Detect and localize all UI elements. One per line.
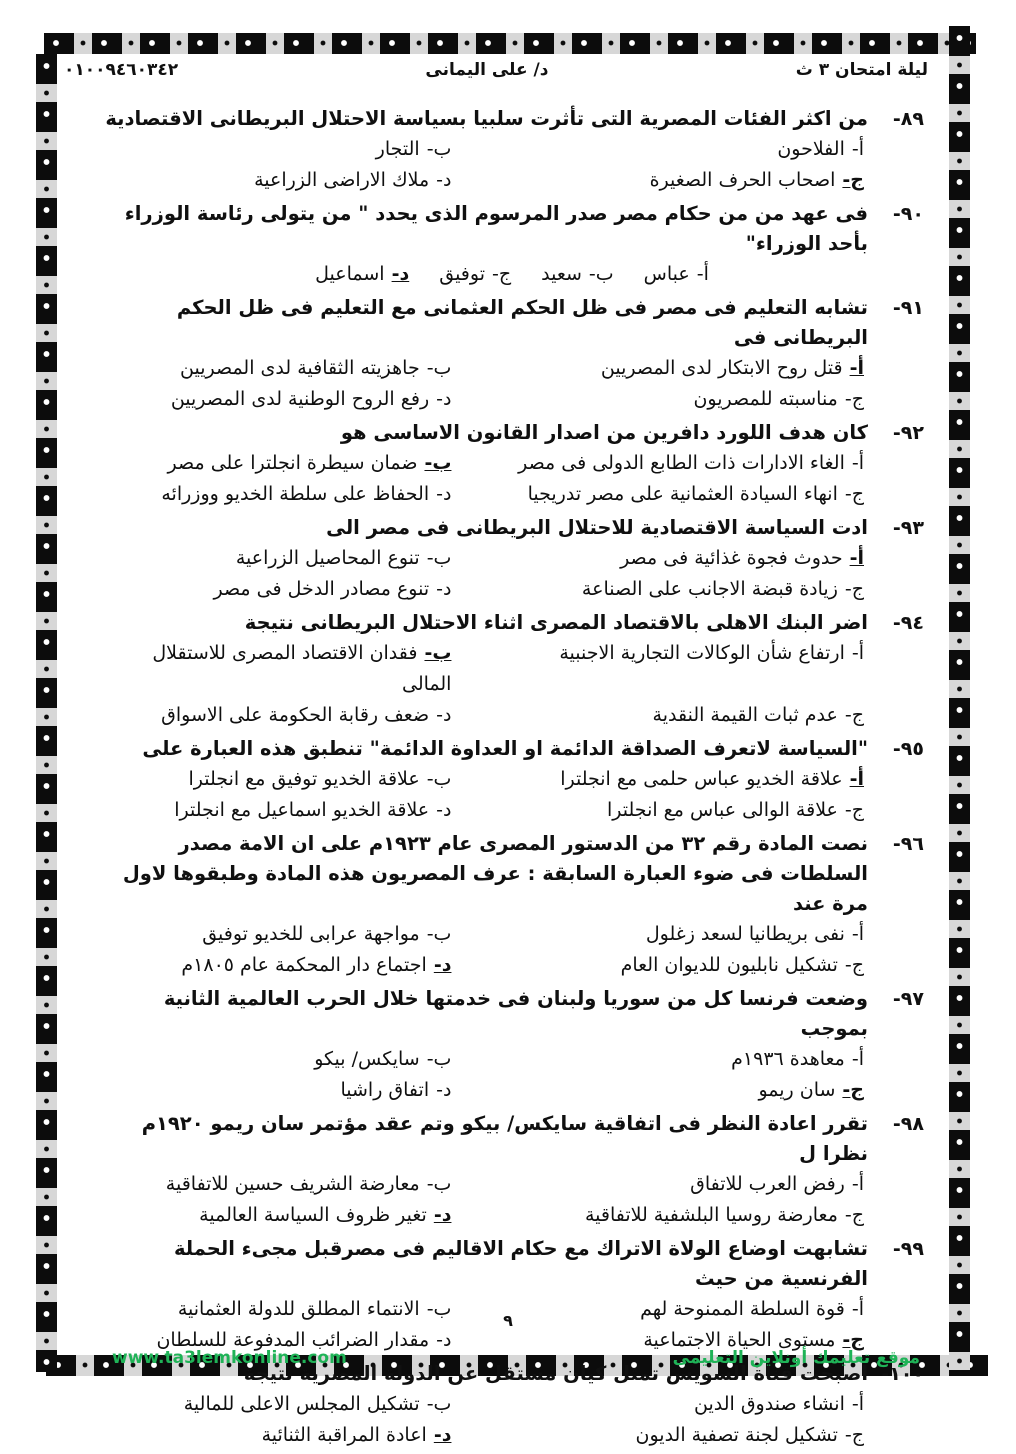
question-text: من اكثر الفئات المصرية التى تأثرت سلبيا بسياسة الاحتلال البريطانى الاقتصادية — [105, 107, 868, 130]
question-head — [100, 734, 924, 764]
question-number: ٩٠- — [892, 203, 924, 225]
option-text: ضعف رقابة الحكومة على الاسواق — [161, 704, 430, 726]
option-text: انهاء السيادة العثمانية على مصر تدريجيا — [527, 483, 838, 505]
option-item — [451, 384, 864, 415]
option-letter: ج- — [844, 799, 864, 821]
question-number: ٩٦- — [892, 833, 924, 855]
option-letter: ج- — [844, 1204, 864, 1226]
option-text: الفلاحون — [777, 138, 845, 160]
option-item — [451, 1169, 864, 1200]
option-item — [100, 574, 451, 605]
option-letter: ج- — [491, 263, 512, 285]
option-text: الغاء الادارات ذات الطابع الدولى فى مصر — [518, 452, 845, 474]
question-item — [100, 1234, 924, 1356]
option-letter: ب- — [426, 138, 452, 160]
option-letter-answer: ب- — [424, 642, 452, 664]
option-text: اسماعيل — [315, 263, 385, 285]
option-text: علاقة الخديو توفيق مع انجلترا — [188, 768, 420, 790]
option-letter: أ- — [851, 1298, 864, 1320]
question-item — [100, 418, 924, 510]
option-item — [451, 448, 864, 479]
option-letter: أ- — [851, 1393, 864, 1415]
option-letter: أ- — [851, 923, 864, 945]
question-head — [100, 1234, 924, 1294]
options-group — [100, 919, 924, 981]
option-letter: د- — [436, 799, 452, 821]
option-item — [100, 1044, 451, 1075]
option-text: مستوى الحياة الاجتماعية — [643, 1329, 836, 1351]
question-item — [100, 829, 924, 981]
option-letter: ب- — [426, 357, 452, 379]
option-letter-answer: د- — [391, 263, 410, 285]
option-text: سايكس/ بيكو — [314, 1048, 420, 1070]
option-item — [100, 950, 451, 981]
option-text: اعادة المراقبة الثنائية — [261, 1424, 427, 1446]
option-letter: د- — [436, 578, 452, 600]
option-text: تشكيل لجنة تصفية الديون — [635, 1424, 838, 1446]
options-group — [100, 1169, 924, 1231]
question-head — [100, 199, 924, 259]
option-item — [100, 638, 451, 700]
question-text: كان هدف اللورد دافرين من اصدار القانون الاساسى هو — [340, 421, 868, 444]
option-letter: د- — [436, 1079, 452, 1101]
option-letter: أ- — [851, 1173, 864, 1195]
option-text: تغير ظروف السياسة العالمية — [199, 1204, 427, 1226]
question-text: اضر البنك الاهلى بالاقتصاد المصرى اثناء الاحتلال البريطانى نتيجة — [244, 611, 868, 634]
question-text: ادت السياسة الاقتصادية للاحتلال البريطانى فى مصر الى — [326, 516, 868, 539]
options-group — [100, 353, 924, 415]
option-letter: ب- — [426, 547, 452, 569]
option-text: زيادة قبضة الاجانب على الصناعة — [581, 578, 838, 600]
option-text: معارضة روسيا البلشفية للاتفاقية — [584, 1204, 838, 1226]
frame-top-border — [44, 33, 976, 54]
option-text: عدم ثبات القيمة النقدية — [652, 704, 838, 726]
option-letter: أ- — [851, 138, 864, 160]
options-group — [100, 764, 924, 826]
option-letter: ج- — [844, 1424, 864, 1446]
option-letter: د- — [436, 1329, 452, 1351]
question-head — [100, 293, 924, 353]
question-number: ٩١- — [892, 297, 924, 319]
option-letter: أ- — [851, 642, 864, 664]
option-item — [451, 1420, 864, 1451]
option-text: قوة السلطة الممنوحة لهم — [640, 1298, 845, 1320]
option-text: الحفاظ على سلطة الخديو ووزرائه — [161, 483, 430, 505]
option-letter-answer: ج- — [842, 1329, 864, 1351]
option-letter: ج- — [844, 388, 864, 410]
option-item — [451, 479, 864, 510]
option-letter-answer: د- — [433, 1204, 452, 1226]
option-text: تشكيل المجلس الاعلى للمالية — [183, 1393, 420, 1415]
question-number: ٩٤- — [892, 612, 924, 634]
option-item — [451, 1389, 864, 1420]
option-item — [451, 165, 864, 196]
option-letter-answer: د- — [433, 1424, 452, 1446]
option-letter-answer: أ- — [849, 547, 864, 569]
option-letter: د- — [436, 704, 452, 726]
option-text: اجتماع دار المحكمة عام ١٨٠٥م — [181, 954, 427, 976]
options-group — [100, 448, 924, 510]
option-item — [100, 1169, 451, 1200]
option-item — [541, 259, 614, 290]
question-head — [100, 513, 924, 543]
option-item — [451, 353, 864, 384]
option-item — [100, 353, 451, 384]
option-item — [451, 1044, 864, 1075]
option-letter: ج- — [844, 954, 864, 976]
option-letter: ج- — [844, 578, 864, 600]
question-number: ١٠٠- — [881, 1363, 924, 1385]
question-text: وضعت فرنسا كل من سوريا ولبنان فى خدمتها خلال الحرب العالمية الثانية بموجب — [163, 987, 868, 1040]
option-text: ضمان سيطرة انجلترا على مصر — [167, 452, 418, 474]
option-letter: أ- — [851, 452, 864, 474]
question-item — [100, 984, 924, 1106]
option-text: الانتماء المطلق للدولة العثمانية — [177, 1298, 420, 1320]
option-letter: ب- — [426, 768, 452, 790]
question-head — [100, 418, 924, 448]
option-letter: د- — [436, 483, 452, 505]
question-head — [100, 104, 924, 134]
option-item — [451, 134, 864, 165]
question-item — [100, 104, 924, 196]
option-text: قتل روح الابتكار لدى المصريين — [600, 357, 843, 379]
question-head — [100, 608, 924, 638]
option-text: تشكيل نابليون للديوان العام — [620, 954, 838, 976]
option-item — [451, 919, 864, 950]
option-text: انشاء صندوق الدين — [693, 1393, 845, 1415]
question-text: تقرر اعادة النظر فى اتفاقية سايكس/ بيكو وتم عقد مؤتمر سان ريمو ١٩٢٠م نظرا ل — [141, 1112, 868, 1165]
option-text: اصحاب الحرف الصغيرة — [649, 169, 836, 191]
frame-left-border — [36, 54, 57, 1372]
option-item — [451, 638, 864, 700]
option-text: معارضة الشريف حسين للاتفاقية — [165, 1173, 420, 1195]
option-text: فقدان الاقتصاد المصرى للاستقلال المالى — [152, 642, 452, 695]
page-header — [64, 60, 928, 80]
option-text: التجار — [375, 138, 420, 160]
options-group — [100, 543, 924, 605]
option-text: مواجهة عرابى للخديو توفيق — [202, 923, 420, 945]
option-text: مقدار الضرائب المدفوعة للسلطان — [156, 1329, 430, 1351]
option-item — [315, 259, 409, 290]
option-letter-answer: ج- — [842, 169, 864, 191]
option-item — [100, 1200, 451, 1231]
option-text: ارتفاع شأن الوكالات التجارية الاجنبية — [559, 642, 845, 664]
question-item — [100, 734, 924, 826]
option-text: جاهزيته الثقافية لدى المصريين — [180, 357, 420, 379]
footer-site-name: موقع تعليمك أونلاين التعليمى — [672, 1348, 920, 1368]
option-item — [451, 764, 864, 795]
frame-right-border — [949, 26, 970, 1376]
header-exam-title: ليلة امتحان ٣ ث — [795, 60, 928, 80]
option-item — [100, 1420, 451, 1451]
option-text: علاقة الخديو عباس حلمى مع انجلترا — [560, 768, 843, 790]
option-letter: د- — [436, 169, 452, 191]
option-item — [451, 1200, 864, 1231]
header-author: د/ على اليمانى — [425, 60, 549, 80]
option-letter: ب- — [426, 923, 452, 945]
option-text: رفع الروح الوطنية لدى المصريين — [170, 388, 430, 410]
page-footer — [112, 1348, 920, 1368]
option-letter: ب- — [426, 1298, 452, 1320]
options-group — [100, 638, 924, 731]
option-item — [100, 764, 451, 795]
option-letter: د- — [436, 388, 452, 410]
option-letter: ج- — [844, 704, 864, 726]
option-item — [100, 543, 451, 574]
option-letter: أ- — [696, 263, 709, 285]
option-text: اتفاق راشيا — [340, 1079, 430, 1101]
question-number: ٩٢- — [892, 422, 924, 444]
option-text: سان ريمو — [758, 1079, 836, 1101]
option-letter: ب- — [426, 1173, 452, 1195]
option-text: علاقة الخديو اسماعيل مع انجلترا — [174, 799, 430, 821]
option-item — [451, 950, 864, 981]
option-item — [439, 259, 511, 290]
option-text: توفيق — [439, 263, 485, 285]
question-number: ٩٧- — [892, 988, 924, 1010]
questions-list — [100, 104, 924, 1454]
options-group — [100, 1389, 924, 1451]
question-item — [100, 1109, 924, 1231]
option-text: ملاك الاراضى الزراعية — [254, 169, 430, 191]
option-text: حدوث فجوة غذائية فى مصر — [620, 547, 843, 569]
footer-site-url: www.ta3lemkonline.com — [112, 1348, 347, 1368]
question-number: ٩٩- — [892, 1238, 924, 1260]
question-head — [100, 984, 924, 1044]
option-text: رفض العرب للاتفاق — [690, 1173, 845, 1195]
option-letter: ب- — [426, 1393, 452, 1415]
option-letter: ج- — [844, 483, 864, 505]
option-item — [100, 384, 451, 415]
option-letter-answer: أ- — [849, 768, 864, 790]
page-number: ٩ — [503, 1311, 513, 1330]
option-item — [100, 1075, 451, 1106]
option-item — [100, 919, 451, 950]
option-item — [100, 165, 451, 196]
options-group — [100, 134, 924, 196]
question-number: ٨٩- — [892, 108, 924, 130]
question-item — [100, 199, 924, 290]
question-text: تشابه التعليم فى مصر فى ظل الحكم العثمانى مع التعليم فى ظل الحكم البريطانى فى — [176, 296, 868, 349]
question-item — [100, 1359, 924, 1451]
question-head — [100, 1109, 924, 1169]
option-letter: ب- — [588, 263, 614, 285]
question-item — [100, 513, 924, 605]
option-item — [100, 479, 451, 510]
option-item — [451, 1075, 864, 1106]
option-item — [100, 795, 451, 826]
option-letter-answer: د- — [433, 954, 452, 976]
options-group — [100, 259, 924, 290]
option-item — [644, 259, 709, 290]
option-text: نفى بريطانيا لسعد زغلول — [645, 923, 845, 945]
question-number: ٩٨- — [892, 1113, 924, 1135]
option-text: تنوع المحاصيل الزراعية — [235, 547, 420, 569]
question-text: "السياسة لاتعرف الصداقة الدائمة او العداوة الدائمة" تنطبق هذه العبارة على — [142, 737, 868, 760]
option-text: مناسبته للمصريون — [693, 388, 838, 410]
question-text: نصت المادة رقم ٣٢ من الدستور المصرى عام ١٩٢٣م على ان الامة مصدر السلطات فى ضوء العبارة السابقة : عرف المصريون هذه المادة وطبقوها لاول مرة عند — [122, 832, 868, 915]
option-text: تنوع مصادر الدخل فى مصر — [213, 578, 430, 600]
option-letter: أ- — [851, 1048, 864, 1070]
question-item — [100, 608, 924, 731]
question-number: ٩٣- — [892, 517, 924, 539]
option-letter-answer: ب- — [424, 452, 452, 474]
question-item — [100, 293, 924, 415]
header-phone-number: ٠١٠٠٩٤٦٠٣٤٢ — [64, 60, 179, 80]
question-text: تشابهت اوضاع الولاة الاتراك مع حكام الاقاليم فى مصرقبل مجىء الحملة الفرنسية من حيث — [173, 1237, 868, 1290]
option-item — [100, 134, 451, 165]
option-item — [451, 543, 864, 574]
option-letter-answer: ج- — [842, 1079, 864, 1101]
question-text: فى عهد من من حكام مصر صدر المرسوم الذى يحدد " من يتولى رئاسة الوزراء بأحد الوزراء" — [124, 202, 868, 255]
option-letter: ب- — [426, 1048, 452, 1070]
option-text: عباس — [643, 263, 690, 285]
option-item — [451, 574, 864, 605]
options-group — [100, 1044, 924, 1106]
question-head — [100, 829, 924, 919]
option-item — [451, 795, 864, 826]
option-item — [100, 700, 451, 731]
option-text: علاقة الوالى عباس مع انجلترا — [607, 799, 838, 821]
option-item — [100, 448, 451, 479]
option-text: سعيد — [541, 263, 582, 285]
question-text: اصبحت قناة السويس تمثل كيان مستقل عن الدولة المصرية نتيجة — [243, 1362, 868, 1385]
option-text: معاهدة ١٩٣٦م — [731, 1048, 845, 1070]
option-letter-answer: أ- — [849, 357, 864, 379]
option-item — [451, 700, 864, 731]
option-item — [100, 1389, 451, 1420]
question-number: ٩٥- — [892, 738, 924, 760]
